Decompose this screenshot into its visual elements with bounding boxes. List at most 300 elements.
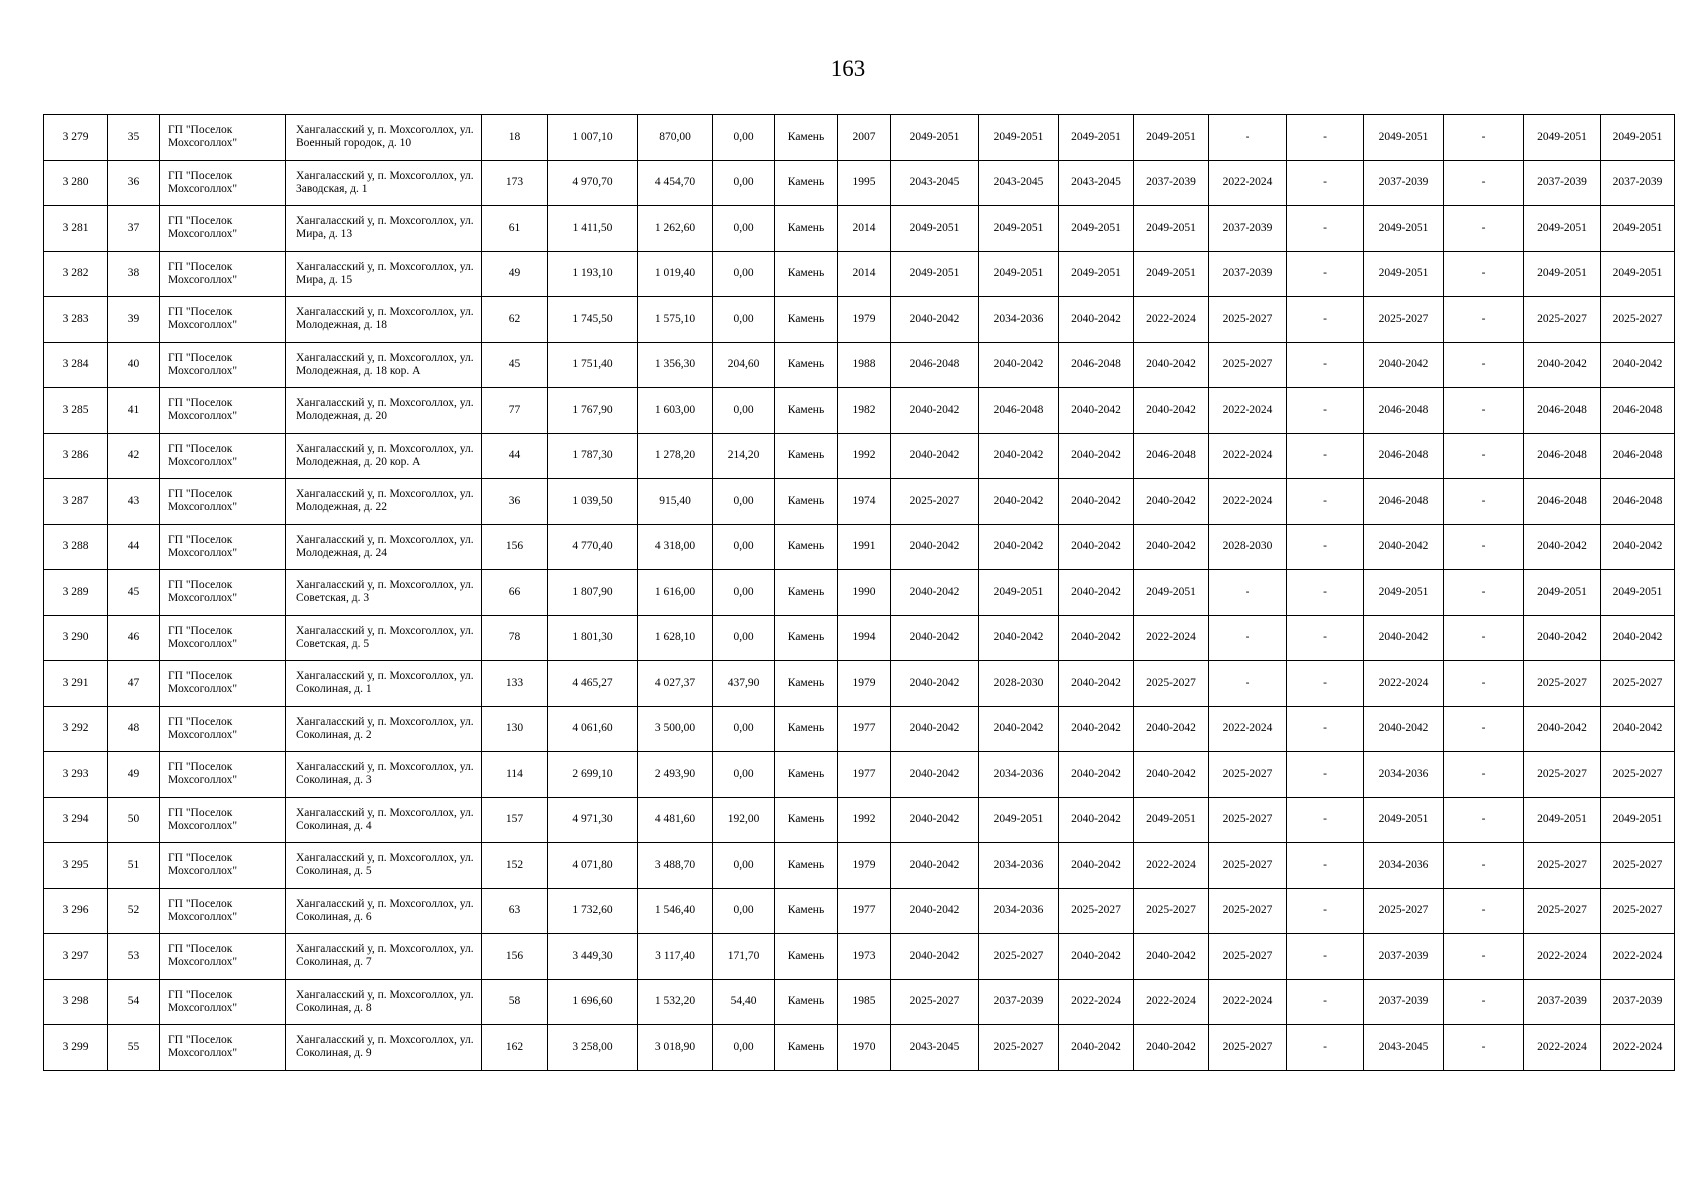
row-number-cell: 3 280: [44, 160, 108, 206]
owner-cell: ГП "Поселок Мохсоголлох": [160, 342, 286, 388]
row-number-cell: 3 299: [44, 1025, 108, 1071]
period-p5-cell: 2022-2024: [1209, 979, 1287, 1025]
owner-cell: ГП "Поселок Мохсоголлох": [160, 752, 286, 798]
period-p4-cell: 2040-2042: [1134, 524, 1209, 570]
local-number-cell: 40: [108, 342, 160, 388]
residents-cell: 63: [482, 888, 548, 934]
period-p4-cell: 2022-2024: [1134, 615, 1209, 661]
period-p2-cell: 2040-2042: [979, 342, 1059, 388]
period-p2-cell: 2040-2042: [979, 615, 1059, 661]
period-p3-cell: 2040-2042: [1059, 752, 1134, 798]
period-p5-cell: -: [1209, 661, 1287, 707]
living-area-cell: 1 575,10: [638, 297, 713, 343]
living-area-cell: 4 454,70: [638, 160, 713, 206]
owner-cell: ГП "Поселок Мохсоголлох": [160, 479, 286, 525]
period-p8-cell: -: [1444, 160, 1524, 206]
period-p7-cell: 2037-2039: [1364, 160, 1444, 206]
period-p2-cell: 2049-2051: [979, 251, 1059, 297]
period-p4-cell: 2025-2027: [1134, 888, 1209, 934]
nonliving-area-cell: 192,00: [713, 797, 775, 843]
period-p7-cell: 2040-2042: [1364, 342, 1444, 388]
address-cell: Хангаласский у, п. Мохсоголлох, ул. Военный городок, д. 10: [286, 115, 482, 161]
address-cell: Хангаласский у, п. Мохсоголлох, ул. Молодежная, д. 22: [286, 479, 482, 525]
period-p6-cell: -: [1287, 479, 1364, 525]
residents-cell: 156: [482, 524, 548, 570]
wall-material-cell: Камень: [775, 888, 838, 934]
table-row: [44, 251, 1675, 297]
total-area-cell: 3 258,00: [548, 1025, 638, 1071]
residents-cell: 173: [482, 160, 548, 206]
period-p4-cell: 2049-2051: [1134, 797, 1209, 843]
residents-cell: 157: [482, 797, 548, 843]
residents-cell: 36: [482, 479, 548, 525]
owner-cell: ГП "Поселок Мохсоголлох": [160, 388, 286, 434]
period-p1-cell: 2025-2027: [891, 979, 979, 1025]
period-p1-cell: 2040-2042: [891, 797, 979, 843]
local-number-cell: 55: [108, 1025, 160, 1071]
nonliving-area-cell: 0,00: [713, 615, 775, 661]
period-p10-cell: 2025-2027: [1601, 297, 1675, 343]
period-p3-cell: 2049-2051: [1059, 206, 1134, 252]
period-p3-cell: 2040-2042: [1059, 388, 1134, 434]
total-area-cell: 1 767,90: [548, 388, 638, 434]
period-p9-cell: 2022-2024: [1524, 934, 1601, 980]
residents-cell: 114: [482, 752, 548, 798]
period-p8-cell: -: [1444, 251, 1524, 297]
living-area-cell: 1 546,40: [638, 888, 713, 934]
period-p2-cell: 2034-2036: [979, 297, 1059, 343]
residents-cell: 133: [482, 661, 548, 707]
living-area-cell: 2 493,90: [638, 752, 713, 798]
period-p9-cell: 2049-2051: [1524, 251, 1601, 297]
wall-material-cell: Камень: [775, 979, 838, 1025]
period-p4-cell: 2040-2042: [1134, 706, 1209, 752]
wall-material-cell: Камень: [775, 661, 838, 707]
table-row: [44, 1025, 1675, 1071]
period-p5-cell: 2037-2039: [1209, 206, 1287, 252]
living-area-cell: 1 356,30: [638, 342, 713, 388]
period-p10-cell: 2040-2042: [1601, 706, 1675, 752]
period-p1-cell: 2046-2048: [891, 342, 979, 388]
period-p2-cell: 2049-2051: [979, 797, 1059, 843]
nonliving-area-cell: 54,40: [713, 979, 775, 1025]
nonliving-area-cell: 0,00: [713, 1025, 775, 1071]
period-p8-cell: -: [1444, 297, 1524, 343]
period-p8-cell: -: [1444, 843, 1524, 889]
period-p8-cell: -: [1444, 115, 1524, 161]
period-p4-cell: 2049-2051: [1134, 115, 1209, 161]
period-p2-cell: 2025-2027: [979, 1025, 1059, 1071]
row-number-cell: 3 279: [44, 115, 108, 161]
living-area-cell: 870,00: [638, 115, 713, 161]
table-row: [44, 160, 1675, 206]
page-number: 163: [830, 56, 866, 81]
nonliving-area-cell: 0,00: [713, 388, 775, 434]
period-p1-cell: 2049-2051: [891, 251, 979, 297]
period-p7-cell: 2046-2048: [1364, 388, 1444, 434]
period-p10-cell: 2022-2024: [1601, 934, 1675, 980]
row-number-cell: 3 282: [44, 251, 108, 297]
period-p2-cell: 2049-2051: [979, 206, 1059, 252]
period-p9-cell: 2037-2039: [1524, 160, 1601, 206]
period-p9-cell: 2037-2039: [1524, 979, 1601, 1025]
housing-table: [43, 114, 1675, 1071]
residents-cell: 61: [482, 206, 548, 252]
nonliving-area-cell: 0,00: [713, 843, 775, 889]
period-p3-cell: 2040-2042: [1059, 797, 1134, 843]
period-p3-cell: 2040-2042: [1059, 843, 1134, 889]
total-area-cell: 1 745,50: [548, 297, 638, 343]
residents-cell: 78: [482, 615, 548, 661]
period-p10-cell: 2046-2048: [1601, 479, 1675, 525]
total-area-cell: 3 449,30: [548, 934, 638, 980]
period-p9-cell: 2025-2027: [1524, 297, 1601, 343]
period-p10-cell: 2049-2051: [1601, 115, 1675, 161]
period-p3-cell: 2046-2048: [1059, 342, 1134, 388]
local-number-cell: 37: [108, 206, 160, 252]
period-p8-cell: -: [1444, 206, 1524, 252]
local-number-cell: 45: [108, 570, 160, 616]
total-area-cell: 1 411,50: [548, 206, 638, 252]
period-p7-cell: 2049-2051: [1364, 115, 1444, 161]
residents-cell: 58: [482, 979, 548, 1025]
year-cell: 1979: [838, 661, 891, 707]
total-area-cell: 4 071,80: [548, 843, 638, 889]
period-p9-cell: 2049-2051: [1524, 570, 1601, 616]
period-p3-cell: 2040-2042: [1059, 479, 1134, 525]
period-p7-cell: 2022-2024: [1364, 661, 1444, 707]
period-p10-cell: 2046-2048: [1601, 388, 1675, 434]
total-area-cell: 4 770,40: [548, 524, 638, 570]
wall-material-cell: Камень: [775, 206, 838, 252]
period-p2-cell: 2040-2042: [979, 524, 1059, 570]
table-row: [44, 570, 1675, 616]
row-number-cell: 3 287: [44, 479, 108, 525]
period-p3-cell: 2040-2042: [1059, 524, 1134, 570]
period-p5-cell: -: [1209, 615, 1287, 661]
period-p5-cell: 2022-2024: [1209, 433, 1287, 479]
period-p2-cell: 2034-2036: [979, 752, 1059, 798]
period-p9-cell: 2025-2027: [1524, 661, 1601, 707]
nonliving-area-cell: 437,90: [713, 661, 775, 707]
period-p10-cell: 2037-2039: [1601, 160, 1675, 206]
nonliving-area-cell: 0,00: [713, 115, 775, 161]
period-p1-cell: 2040-2042: [891, 615, 979, 661]
year-cell: 1970: [838, 1025, 891, 1071]
period-p8-cell: -: [1444, 661, 1524, 707]
living-area-cell: 1 532,20: [638, 979, 713, 1025]
total-area-cell: 4 061,60: [548, 706, 638, 752]
address-cell: Хангаласский у, п. Мохсоголлох, ул. Соколиная, д. 9: [286, 1025, 482, 1071]
owner-cell: ГП "Поселок Мохсоголлох": [160, 206, 286, 252]
period-p8-cell: -: [1444, 888, 1524, 934]
period-p6-cell: -: [1287, 797, 1364, 843]
period-p2-cell: 2043-2045: [979, 160, 1059, 206]
period-p6-cell: -: [1287, 706, 1364, 752]
period-p4-cell: 2040-2042: [1134, 342, 1209, 388]
address-cell: Хангаласский у, п. Мохсоголлох, ул. Советская, д. 3: [286, 570, 482, 616]
table-row: [44, 297, 1675, 343]
total-area-cell: 1 787,30: [548, 433, 638, 479]
table-row: [44, 342, 1675, 388]
residents-cell: 66: [482, 570, 548, 616]
local-number-cell: 39: [108, 297, 160, 343]
period-p5-cell: -: [1209, 115, 1287, 161]
table-row: [44, 479, 1675, 525]
total-area-cell: 1 039,50: [548, 479, 638, 525]
address-cell: Хангаласский у, п. Мохсоголлох, ул. Соколиная, д. 6: [286, 888, 482, 934]
local-number-cell: 47: [108, 661, 160, 707]
address-cell: Хангаласский у, п. Мохсоголлох, ул. Молодежная, д. 24: [286, 524, 482, 570]
table-row: [44, 388, 1675, 434]
row-number-cell: 3 283: [44, 297, 108, 343]
period-p8-cell: -: [1444, 797, 1524, 843]
period-p5-cell: 2025-2027: [1209, 888, 1287, 934]
year-cell: 1977: [838, 888, 891, 934]
period-p6-cell: -: [1287, 934, 1364, 980]
period-p2-cell: 2028-2030: [979, 661, 1059, 707]
year-cell: 1995: [838, 160, 891, 206]
period-p2-cell: 2040-2042: [979, 433, 1059, 479]
period-p5-cell: 2028-2030: [1209, 524, 1287, 570]
address-cell: Хангаласский у, п. Мохсоголлох, ул. Соколиная, д. 2: [286, 706, 482, 752]
period-p4-cell: 2049-2051: [1134, 570, 1209, 616]
period-p6-cell: -: [1287, 570, 1364, 616]
period-p8-cell: -: [1444, 752, 1524, 798]
period-p6-cell: -: [1287, 160, 1364, 206]
period-p8-cell: -: [1444, 979, 1524, 1025]
nonliving-area-cell: 0,00: [713, 570, 775, 616]
wall-material-cell: Камень: [775, 251, 838, 297]
period-p5-cell: 2025-2027: [1209, 752, 1287, 798]
period-p3-cell: 2040-2042: [1059, 433, 1134, 479]
period-p9-cell: 2040-2042: [1524, 342, 1601, 388]
living-area-cell: 1 603,00: [638, 388, 713, 434]
total-area-cell: 1 007,10: [548, 115, 638, 161]
wall-material-cell: Камень: [775, 1025, 838, 1071]
period-p1-cell: 2025-2027: [891, 479, 979, 525]
owner-cell: ГП "Поселок Мохсоголлох": [160, 115, 286, 161]
period-p3-cell: 2025-2027: [1059, 888, 1134, 934]
year-cell: 1977: [838, 706, 891, 752]
period-p5-cell: 2037-2039: [1209, 251, 1287, 297]
owner-cell: ГП "Поселок Мохсоголлох": [160, 160, 286, 206]
nonliving-area-cell: 0,00: [713, 888, 775, 934]
period-p4-cell: 2040-2042: [1134, 1025, 1209, 1071]
period-p8-cell: -: [1444, 706, 1524, 752]
period-p3-cell: 2040-2042: [1059, 1025, 1134, 1071]
period-p5-cell: 2025-2027: [1209, 934, 1287, 980]
total-area-cell: 1 193,10: [548, 251, 638, 297]
local-number-cell: 44: [108, 524, 160, 570]
period-p4-cell: 2040-2042: [1134, 388, 1209, 434]
year-cell: 1988: [838, 342, 891, 388]
period-p5-cell: 2022-2024: [1209, 706, 1287, 752]
address-cell: Хангаласский у, п. Мохсоголлох, ул. Советская, д. 5: [286, 615, 482, 661]
row-number-cell: 3 296: [44, 888, 108, 934]
owner-cell: ГП "Поселок Мохсоголлох": [160, 433, 286, 479]
period-p9-cell: 2040-2042: [1524, 524, 1601, 570]
period-p10-cell: 2025-2027: [1601, 661, 1675, 707]
period-p2-cell: 2034-2036: [979, 888, 1059, 934]
row-number-cell: 3 286: [44, 433, 108, 479]
wall-material-cell: Камень: [775, 479, 838, 525]
total-area-cell: 1 807,90: [548, 570, 638, 616]
local-number-cell: 53: [108, 934, 160, 980]
living-area-cell: 1 616,00: [638, 570, 713, 616]
residents-cell: 77: [482, 388, 548, 434]
living-area-cell: 1 019,40: [638, 251, 713, 297]
period-p5-cell: 2025-2027: [1209, 342, 1287, 388]
owner-cell: ГП "Поселок Мохсоголлох": [160, 661, 286, 707]
period-p9-cell: 2049-2051: [1524, 206, 1601, 252]
owner-cell: ГП "Поселок Мохсоголлох": [160, 251, 286, 297]
address-cell: Хангаласский у, п. Мохсоголлох, ул. Соколиная, д. 3: [286, 752, 482, 798]
living-area-cell: 3 500,00: [638, 706, 713, 752]
owner-cell: ГП "Поселок Мохсоголлох": [160, 797, 286, 843]
period-p7-cell: 2040-2042: [1364, 524, 1444, 570]
address-cell: Хангаласский у, п. Мохсоголлох, ул. Молодежная, д. 20: [286, 388, 482, 434]
period-p9-cell: 2025-2027: [1524, 843, 1601, 889]
year-cell: 1979: [838, 843, 891, 889]
nonliving-area-cell: 0,00: [713, 206, 775, 252]
local-number-cell: 49: [108, 752, 160, 798]
local-number-cell: 43: [108, 479, 160, 525]
table-row: [44, 706, 1675, 752]
table-row: [44, 615, 1675, 661]
owner-cell: ГП "Поселок Мохсоголлох": [160, 570, 286, 616]
period-p7-cell: 2040-2042: [1364, 706, 1444, 752]
owner-cell: ГП "Поселок Мохсоголлох": [160, 934, 286, 980]
nonliving-area-cell: 0,00: [713, 297, 775, 343]
owner-cell: ГП "Поселок Мохсоголлох": [160, 297, 286, 343]
wall-material-cell: Камень: [775, 615, 838, 661]
table-row: [44, 888, 1675, 934]
row-number-cell: 3 297: [44, 934, 108, 980]
row-number-cell: 3 292: [44, 706, 108, 752]
period-p9-cell: 2046-2048: [1524, 433, 1601, 479]
living-area-cell: 4 318,00: [638, 524, 713, 570]
local-number-cell: 38: [108, 251, 160, 297]
living-area-cell: 4 481,60: [638, 797, 713, 843]
period-p1-cell: 2049-2051: [891, 115, 979, 161]
period-p3-cell: 2040-2042: [1059, 934, 1134, 980]
local-number-cell: 42: [108, 433, 160, 479]
period-p6-cell: -: [1287, 888, 1364, 934]
address-cell: Хангаласский у, п. Мохсоголлох, ул. Соколиная, д. 1: [286, 661, 482, 707]
wall-material-cell: Камень: [775, 160, 838, 206]
owner-cell: ГП "Поселок Мохсоголлох": [160, 843, 286, 889]
period-p6-cell: -: [1287, 979, 1364, 1025]
period-p4-cell: 2022-2024: [1134, 843, 1209, 889]
period-p5-cell: 2022-2024: [1209, 479, 1287, 525]
total-area-cell: 2 699,10: [548, 752, 638, 798]
year-cell: 1985: [838, 979, 891, 1025]
period-p4-cell: 2046-2048: [1134, 433, 1209, 479]
period-p2-cell: 2049-2051: [979, 115, 1059, 161]
table-row: [44, 115, 1675, 161]
owner-cell: ГП "Поселок Мохсоголлох": [160, 524, 286, 570]
period-p6-cell: -: [1287, 115, 1364, 161]
local-number-cell: 50: [108, 797, 160, 843]
year-cell: 1992: [838, 797, 891, 843]
period-p5-cell: 2025-2027: [1209, 297, 1287, 343]
row-number-cell: 3 294: [44, 797, 108, 843]
local-number-cell: 48: [108, 706, 160, 752]
residents-cell: 152: [482, 843, 548, 889]
wall-material-cell: Камень: [775, 934, 838, 980]
period-p10-cell: 2049-2051: [1601, 251, 1675, 297]
period-p6-cell: -: [1287, 752, 1364, 798]
period-p7-cell: 2037-2039: [1364, 979, 1444, 1025]
total-area-cell: 4 465,27: [548, 661, 638, 707]
period-p10-cell: 2049-2051: [1601, 206, 1675, 252]
living-area-cell: 3 488,70: [638, 843, 713, 889]
period-p3-cell: 2040-2042: [1059, 706, 1134, 752]
period-p8-cell: -: [1444, 479, 1524, 525]
year-cell: 2014: [838, 251, 891, 297]
wall-material-cell: Камень: [775, 706, 838, 752]
period-p4-cell: 2049-2051: [1134, 206, 1209, 252]
row-number-cell: 3 295: [44, 843, 108, 889]
nonliving-area-cell: 0,00: [713, 160, 775, 206]
period-p4-cell: 2049-2051: [1134, 251, 1209, 297]
wall-material-cell: Камень: [775, 570, 838, 616]
period-p8-cell: -: [1444, 615, 1524, 661]
address-cell: Хангаласский у, п. Мохсоголлох, ул. Соколиная, д. 7: [286, 934, 482, 980]
residents-cell: 130: [482, 706, 548, 752]
period-p6-cell: -: [1287, 615, 1364, 661]
owner-cell: ГП "Поселок Мохсоголлох": [160, 979, 286, 1025]
period-p7-cell: 2034-2036: [1364, 752, 1444, 798]
period-p2-cell: 2025-2027: [979, 934, 1059, 980]
period-p5-cell: -: [1209, 570, 1287, 616]
local-number-cell: 41: [108, 388, 160, 434]
period-p8-cell: -: [1444, 934, 1524, 980]
residents-cell: 44: [482, 433, 548, 479]
period-p7-cell: 2046-2048: [1364, 433, 1444, 479]
table-row: [44, 934, 1675, 980]
period-p10-cell: 2049-2051: [1601, 570, 1675, 616]
period-p4-cell: 2022-2024: [1134, 979, 1209, 1025]
address-cell: Хангаласский у, п. Мохсоголлох, ул. Заводская, д. 1: [286, 160, 482, 206]
period-p7-cell: 2025-2027: [1364, 297, 1444, 343]
period-p1-cell: 2043-2045: [891, 1025, 979, 1071]
period-p7-cell: 2049-2051: [1364, 570, 1444, 616]
wall-material-cell: Камень: [775, 524, 838, 570]
period-p1-cell: 2040-2042: [891, 388, 979, 434]
address-cell: Хангаласский у, п. Мохсоголлох, ул. Молодежная, д. 20 кор. А: [286, 433, 482, 479]
address-cell: Хангаласский у, п. Мохсоголлох, ул. Соколиная, д. 4: [286, 797, 482, 843]
local-number-cell: 52: [108, 888, 160, 934]
period-p7-cell: 2040-2042: [1364, 615, 1444, 661]
period-p4-cell: 2037-2039: [1134, 160, 1209, 206]
period-p3-cell: 2040-2042: [1059, 615, 1134, 661]
period-p6-cell: -: [1287, 206, 1364, 252]
owner-cell: ГП "Поселок Мохсоголлох": [160, 615, 286, 661]
nonliving-area-cell: 0,00: [713, 479, 775, 525]
living-area-cell: 3 018,90: [638, 1025, 713, 1071]
table-row: [44, 524, 1675, 570]
period-p1-cell: 2040-2042: [891, 661, 979, 707]
total-area-cell: 4 971,30: [548, 797, 638, 843]
period-p6-cell: -: [1287, 251, 1364, 297]
period-p3-cell: 2040-2042: [1059, 570, 1134, 616]
total-area-cell: 1 751,40: [548, 342, 638, 388]
wall-material-cell: Камень: [775, 843, 838, 889]
living-area-cell: 3 117,40: [638, 934, 713, 980]
period-p10-cell: 2025-2027: [1601, 843, 1675, 889]
